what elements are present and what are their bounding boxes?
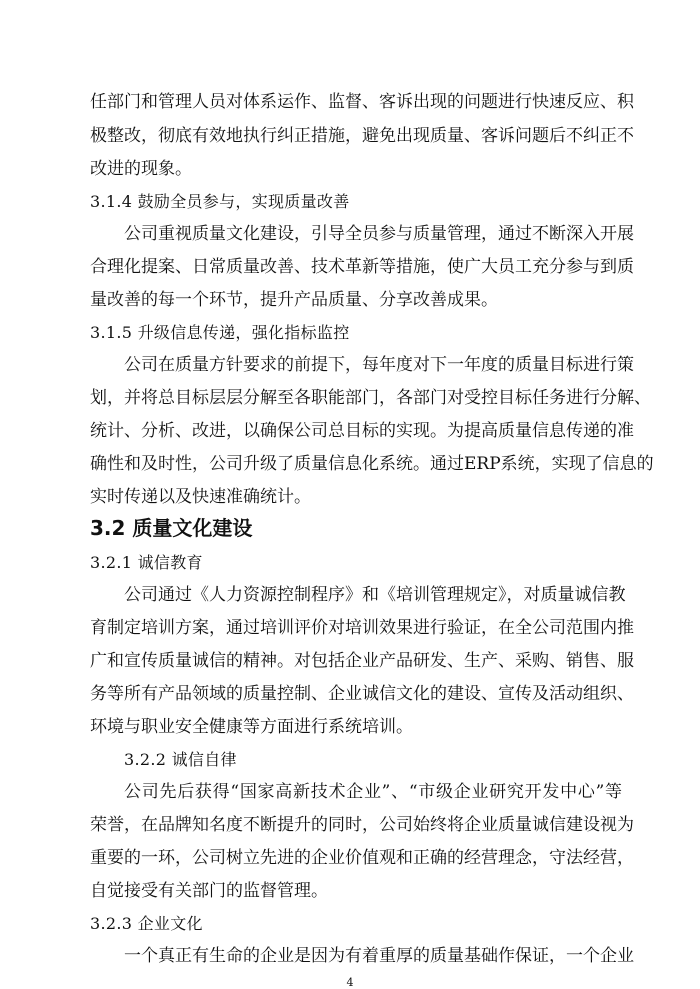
- paragraph-line: 量改善的每一个环节，提升产品质量、分享改善成果。: [90, 290, 498, 310]
- paragraph-line: 环境与职业安全健康等方面进行系统培训。: [90, 717, 413, 737]
- page-number: 4: [346, 976, 354, 989]
- paragraph-line: 荣誉，在品牌知名度不断提升的同时，公司始终将企业质量诚信建设视为: [90, 815, 634, 835]
- section-heading-3-1-5: 3.1.5 升级信息传递，强化指标监控: [90, 323, 350, 342]
- paragraph-line: 合理化提案、日常质量改善、技术革新等措施，使广大员工充分参与到质: [90, 257, 634, 277]
- section-heading-3-2: 3.2 质量文化建设: [90, 516, 253, 540]
- paragraph-line: 广和宣传质量诚信的精神。对包括企业产品研发、生产、采购、销售、服: [90, 651, 634, 671]
- paragraph-line: 划，并将总目标层层分解至各职能部门，各部门对受控目标任务进行分解、: [90, 388, 651, 408]
- paragraph-line: 务等所有产品领域的质量控制、企业诚信文化的建设、宣传及活动组织、: [90, 684, 634, 704]
- paragraph-line: 实时传递以及快速准确统计。: [90, 487, 311, 507]
- paragraph-line: 公司在质量方针要求的前提下，每年度对下一年度的质量目标进行策: [124, 355, 634, 375]
- paragraph-line: 自觉接受有关部门的监督管理。: [90, 881, 328, 901]
- section-heading-3-2-2: 3.2.2 诚信自律: [124, 750, 237, 769]
- section-heading-3-2-3: 3.2.3 企业文化: [90, 914, 203, 933]
- paragraph-line: 公司先后获得“国家高新技术企业”、“市级企业研究开发中心”等: [124, 782, 622, 802]
- paragraph-line: 育制定培训方案，通过培训评价对培训效果进行验证，在全公司范围内推: [90, 618, 634, 638]
- paragraph-line: 极整改，彻底有效地执行纠正措施，避免出现质量、客诉问题后不纠正不: [90, 126, 634, 146]
- paragraph-line: 公司通过《人力资源控制程序》和《培训管理规定》，对质量诚信教: [124, 585, 626, 605]
- paragraph-line: 统计、分析、改进，以确保公司总目标的实现。为提高质量信息传递的准: [90, 421, 634, 441]
- paragraph-line: 改进的现象。: [90, 159, 192, 179]
- paragraph-line: 任部门和管理人员对体系运作、监督、客诉出现的问题进行快速反应、积: [90, 92, 634, 112]
- section-heading-3-2-1: 3.2.1 诚信教育: [90, 553, 203, 572]
- paragraph-line: 确性和及时性，公司升级了质量信息化系统。通过ERP系统，实现了信息的: [90, 454, 654, 474]
- paragraph-line: 一个真正有生命的企业是因为有着重厚的质量基础作保证，一个企业: [124, 946, 634, 966]
- section-heading-3-1-4: 3.1.4 鼓励全员参与，实现质量改善: [90, 192, 350, 211]
- paragraph-line: 重要的一环，公司树立先进的企业价值观和正确的经营理念，守法经营，: [90, 848, 634, 868]
- paragraph-line: 公司重视质量文化建设，引导全员参与质量管理，通过不断深入开展: [124, 224, 634, 244]
